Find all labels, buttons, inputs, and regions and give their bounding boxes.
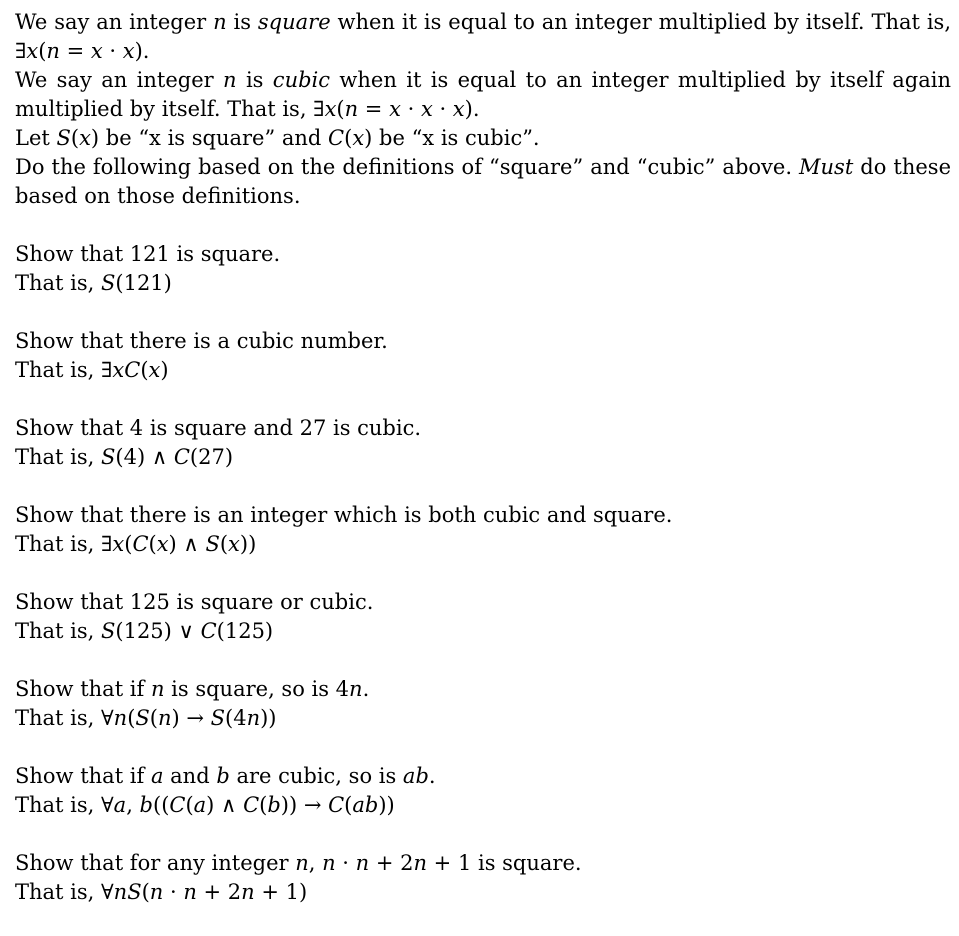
problem-formal: That is, ∃𝑥𝐶(𝑥) <box>15 358 169 382</box>
problem-formal: That is, ∀𝑛(𝑆(𝑛) → 𝑆(4𝑛)) <box>15 706 277 730</box>
predicate-definitions: Let 𝑆(𝑥) be “x is square” and 𝐶(𝑥) be “x is cubic”. <box>15 126 540 150</box>
problem-item <box>15 240 951 298</box>
problem-statement: Show that 125 is square or cubic. <box>15 590 374 614</box>
problem-formal: That is, ∃𝑥(𝐶(𝑥) ∧ 𝑆(𝑥)) <box>15 532 257 556</box>
cubic-definition: We say an integer 𝑛 is 𝑐𝑢𝑏𝑖𝑐 when it is equal to an integer multiplied by itself again multiplied by itself. That is, ∃𝑥(𝑛 = 𝑥 · 𝑥 · 𝑥). <box>15 68 951 121</box>
problem-formal: That is, 𝑆(125) ∨ 𝐶(125) <box>15 619 274 643</box>
instructions: Do the following based on the definitions of “square” and “cubic” above. 𝑀𝑢𝑠𝑡 do these based on those definitions. <box>15 155 951 208</box>
problem-formal: That is, ∀𝑛𝑆(𝑛 · 𝑛 + 2𝑛 + 1) <box>15 880 308 904</box>
problem-statement: Show that there is an integer which is both cubic and square. <box>15 503 673 527</box>
problem-statement: Show that there is a cubic number. <box>15 329 388 353</box>
problem-statement: Show that 121 is square. <box>15 242 281 266</box>
problem-formal: That is, 𝑆(121) <box>15 271 172 295</box>
problem-item <box>15 327 951 385</box>
problem-item <box>15 501 951 559</box>
problem-formal: That is, 𝑆(4) ∧ 𝐶(27) <box>15 445 234 469</box>
problem-statement: Show that if 𝑎 and 𝑏 are cubic, so is 𝑎𝑏. <box>15 764 436 788</box>
problem-item <box>15 588 951 646</box>
problem-formal: That is, ∀𝑎, 𝑏((𝐶(𝑎) ∧ 𝐶(𝑏)) → 𝐶(𝑎𝑏)) <box>15 793 395 817</box>
square-definition: We say an integer 𝑛 is 𝑠𝑞𝑢𝑎𝑟𝑒 when it is equal to an integer multiplied by itself. That is, ∃𝑥(𝑛 = 𝑥 · 𝑥). <box>15 10 951 63</box>
problem-item <box>15 849 951 907</box>
problem-item <box>15 675 951 733</box>
problem-statement: Show that if 𝑛 is square, so is 4𝑛. <box>15 677 370 701</box>
problem-list <box>15 240 951 907</box>
problem-item <box>15 762 951 820</box>
document-body <box>15 8 951 936</box>
problem-statement: Show that 4 is square and 27 is cubic. <box>15 416 422 440</box>
definitions-section <box>15 8 951 211</box>
problem-statement: Show that for any integer 𝑛, 𝑛 · 𝑛 + 2𝑛 + 1 is square. <box>15 851 582 875</box>
problem-item <box>15 414 951 472</box>
